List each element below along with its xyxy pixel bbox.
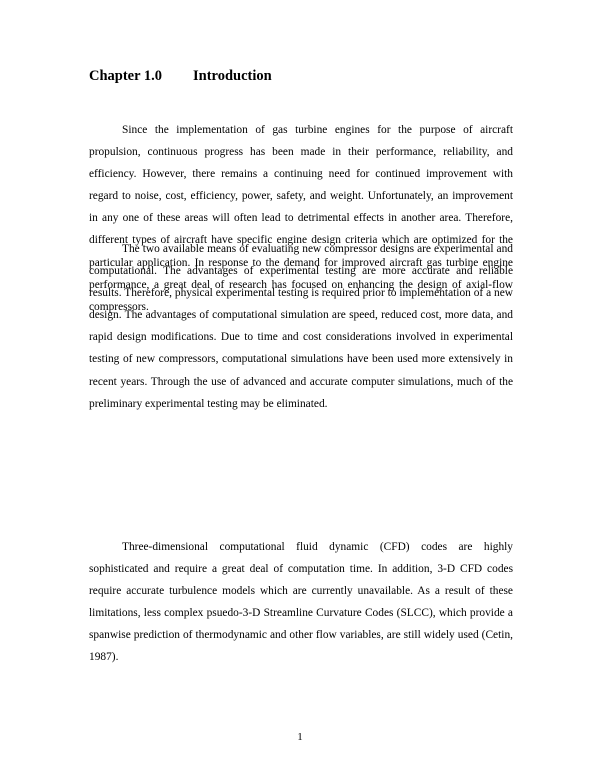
body-paragraph: Since the implementation of gas turbine engines for the purpose of aircraft propulsion, continuous progress has been made in their performance, reliability, and efficiency. However, there remains a continuing need for continued improvement with regard to noise, cost, efficiency, power, safety, and weight. Unfortunately, an improvement in any one of these areas will often lead to detrimental effects in another area. Therefore, different types of aircraft have specific engine design criteria which are optimized for the particular application. In response to the demand for improved aircraft gas turbine engine performance, a great deal of research has focused on enhancing the design of axial-flow compressors.: [89, 124, 513, 313]
chapter-title: Introduction: [193, 68, 272, 84]
page-number: 1: [297, 731, 303, 743]
chapter-number: Chapter 1.0: [89, 68, 163, 84]
body-paragraph: Three-dimensional computational fluid dynamic (CFD) codes are highly sophisticated and require a great deal of computation time. In addition, 3-D CFD codes require accurate turbulence models which are currently unavailable. As a result of these limitations, less complex psuedo-3-D Streamline Curvature Codes (SLCC), which provide a spanwise prediction of thermodynamic and other flow variables, are still widely used (Cetin, 1987).: [89, 541, 513, 664]
body-paragraph: The two available means of evaluating new compressor designs are experimental and computational. The advantages of experimental testing are more accurate and reliable results. Therefore, physical experimental testing is required prior to implementation of a new design. The advantages of computational simulation are speed, reduced cost, more data, and rapid design modifications. Due to time and cost considerations involved in experimental testing of new compressors, computational simulations have been used more extensively in recent years. Through the use of advanced and accurate computer simulations, much of the preliminary experimental testing may be eliminated.: [89, 243, 513, 410]
chapter-heading: [89, 68, 272, 85]
